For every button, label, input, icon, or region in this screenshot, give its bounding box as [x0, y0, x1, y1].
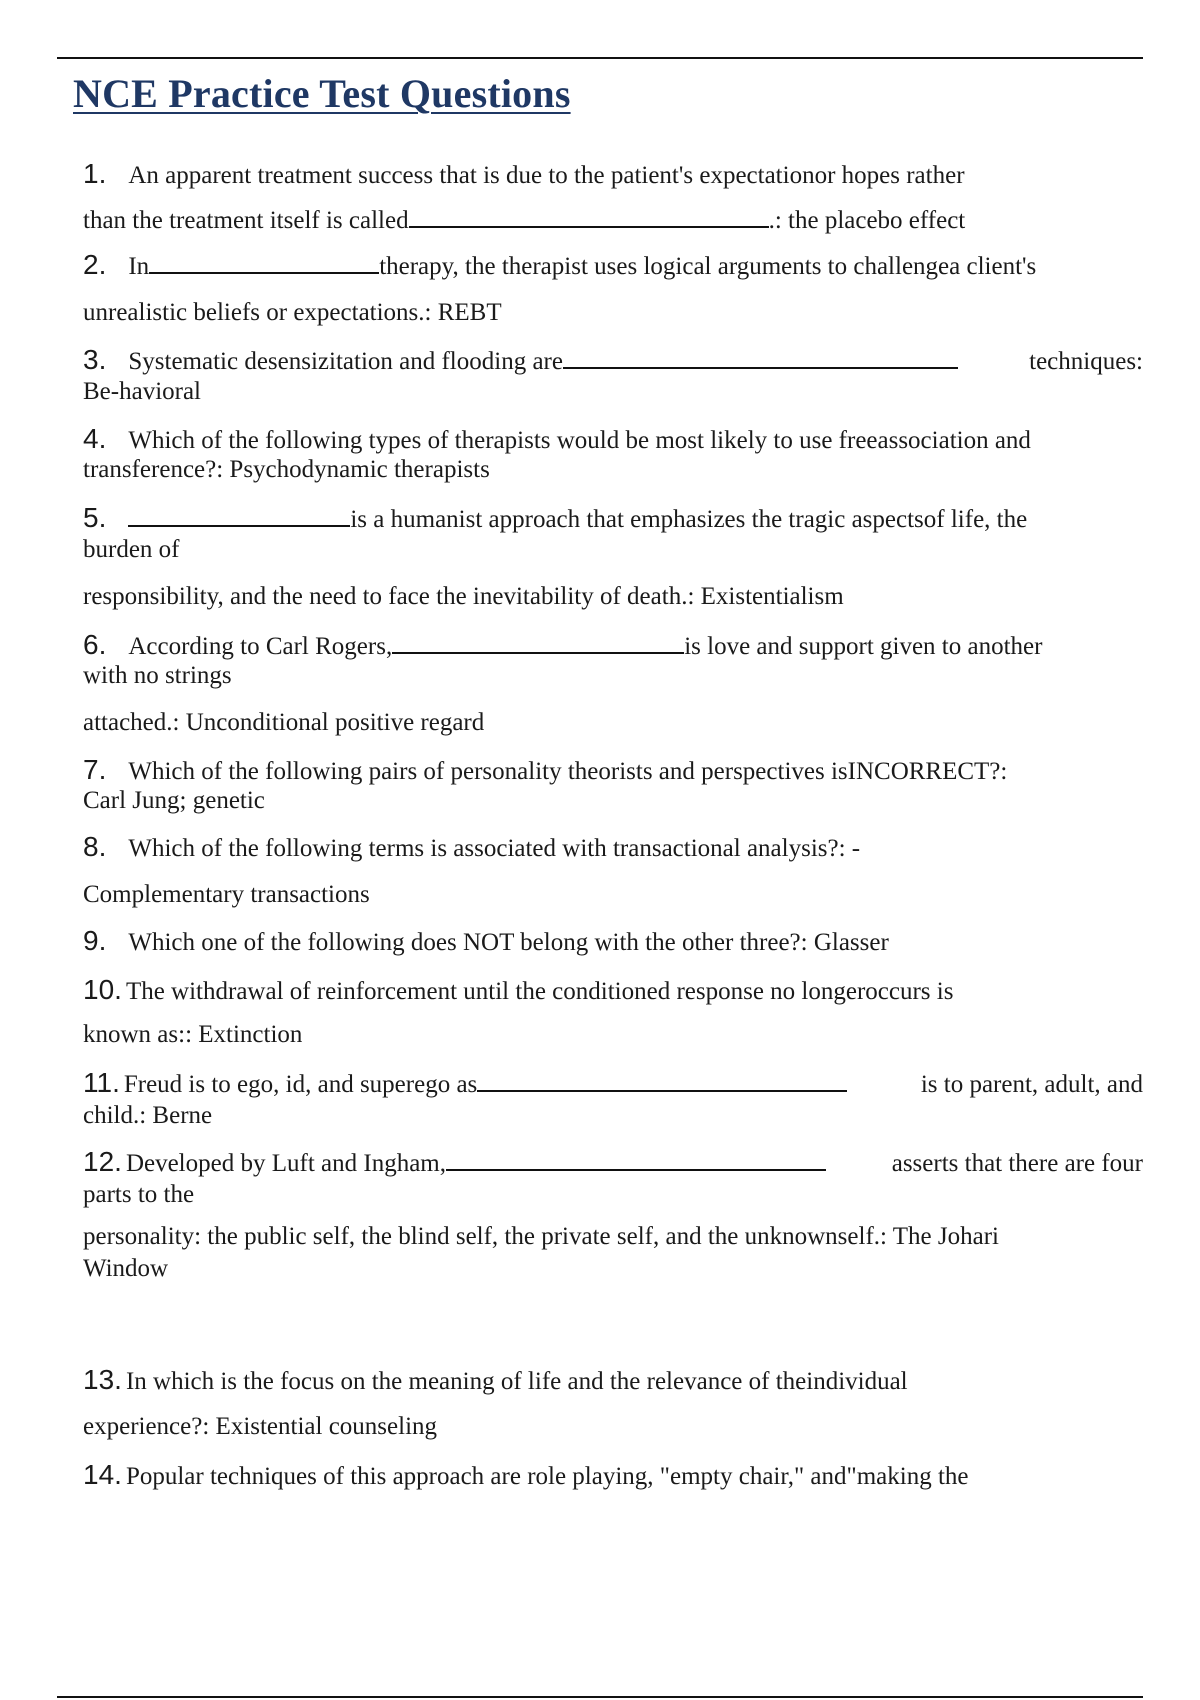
- question-13: [83, 1365, 1143, 1397]
- question-text: Which of the following terms is associated with transactional analysis?: -: [128, 835, 861, 862]
- question-12-line-2: [83, 1180, 1143, 1210]
- question-text: is to parent, adult, and: [920, 1071, 1143, 1098]
- question-13-line-2: [83, 1412, 1143, 1442]
- question-answer: attached.: Unconditional positive regard: [83, 709, 485, 736]
- answer-blank: [409, 204, 769, 228]
- question-text: asserts that there are four: [891, 1150, 1143, 1177]
- question-6-line-2: [83, 661, 1143, 691]
- top-rule: [57, 57, 1143, 59]
- question-number: 1.: [83, 158, 107, 189]
- question-2: [83, 250, 1143, 282]
- question-text: is love and support given to another: [684, 633, 1043, 660]
- question-text: therapy, the therapist uses logical arguments to challengea client's: [379, 253, 1037, 280]
- question-text: Freud is to ego, id, and superego as: [123, 1071, 478, 1098]
- bottom-rule: [57, 1696, 1143, 1698]
- question-4: [83, 424, 1143, 456]
- question-text: burden of: [83, 536, 180, 563]
- question-1: [83, 159, 1143, 191]
- question-number: 4.: [83, 423, 107, 454]
- question-text: In which is the focus on the meaning of life and the relevance of theindividual: [125, 1368, 908, 1395]
- question-text: with no strings: [83, 662, 232, 689]
- question-9: [83, 926, 1143, 958]
- question-number: 2.: [83, 249, 107, 280]
- question-12-line-3: [83, 1222, 1143, 1252]
- question-7: [83, 755, 1143, 787]
- question-8-line-2: [83, 880, 1143, 910]
- question-3: [83, 345, 1143, 377]
- question-number: 13.: [83, 1364, 122, 1395]
- question-5: [83, 503, 1143, 535]
- question-answer: Carl Jung; genetic: [83, 787, 265, 814]
- question-5-line-2: [83, 535, 1143, 565]
- question-number: 8.: [83, 831, 107, 862]
- question-number: 7.: [83, 754, 107, 785]
- question-text: Systematic desensizitation and flooding are: [128, 348, 563, 375]
- question-answer: Be-havioral: [83, 378, 202, 405]
- question-11-line-2: [83, 1101, 1143, 1131]
- question-text: techniques:: [1029, 348, 1143, 375]
- question-text: Popular techniques of this approach are role playing, "empty chair," and"making the: [125, 1463, 969, 1490]
- answer-blank: [477, 1068, 847, 1092]
- question-number: 12.: [83, 1146, 122, 1177]
- question-answer: unrealistic beliefs or expectations.: REBT: [83, 299, 502, 326]
- question-number: 10.: [83, 974, 122, 1005]
- question-text: In: [128, 253, 150, 280]
- answer-blank: [563, 345, 958, 369]
- question-answer: transference?: Psychodynamic therapists: [83, 456, 490, 483]
- question-number: 6.: [83, 629, 107, 660]
- question-12: [83, 1147, 1143, 1179]
- question-answer: experience?: Existential counseling: [83, 1413, 438, 1440]
- question-text: Which of the following types of therapists would be most likely to use freeassociation and: [128, 427, 1031, 454]
- question-14: [83, 1460, 1143, 1492]
- answer-blank: [149, 250, 379, 274]
- question-text: According to Carl Rogers,: [128, 633, 393, 660]
- question-text: Developed by Luft and Ingham,: [125, 1150, 446, 1177]
- question-6: [83, 630, 1143, 662]
- question-1-line-2: [83, 204, 1143, 236]
- question-11: [83, 1068, 1143, 1100]
- question-answer: Window: [83, 1255, 169, 1282]
- question-answer: responsibility, and the need to face the inevitability of death.: Existentialism: [83, 583, 844, 610]
- question-3-line-2: [83, 377, 1143, 407]
- question-text: An apparent treatment success that is due to the patient's expectationor hopes rather: [128, 162, 965, 189]
- question-10: [83, 975, 1143, 1007]
- question-10-line-2: [83, 1020, 1143, 1050]
- question-text: than the treatment itself is called: [83, 207, 409, 234]
- question-text: Which of the following pairs of personality theorists and perspectives isINCORRECT?:: [128, 758, 1008, 785]
- question-7-line-2: [83, 786, 1143, 816]
- question-number: 5.: [83, 502, 107, 533]
- question-number: 14.: [83, 1459, 122, 1490]
- question-text: is a humanist approach that emphasizes the tragic aspectsof life, the: [350, 506, 1028, 533]
- question-12-line-4: [83, 1254, 1143, 1284]
- question-text: personality: the public self, the blind self, the private self, and the unknownself.: The Johari: [83, 1223, 999, 1250]
- question-answer: child.: Berne: [83, 1102, 213, 1129]
- answer-blank: [446, 1147, 826, 1171]
- question-number: 11.: [83, 1067, 120, 1098]
- question-text: Which one of the following does NOT belong with the other three?: Glasser: [128, 929, 889, 956]
- question-answer: known as:: Extinction: [83, 1021, 303, 1048]
- answer-blank: [392, 630, 684, 654]
- question-text: The withdrawal of reinforcement until the conditioned response no longeroccurs is: [125, 978, 954, 1005]
- question-answer: .: the placebo effect: [768, 207, 966, 234]
- question-5-line-3: [83, 582, 1143, 612]
- page-title: NCE Practice Test Questions: [73, 71, 571, 116]
- question-4-line-2: [83, 455, 1143, 485]
- question-number: 3.: [83, 344, 107, 375]
- answer-blank: [128, 503, 350, 527]
- question-2-line-2: [83, 298, 1143, 328]
- question-answer: Complementary transactions: [83, 881, 370, 908]
- question-number: 9.: [83, 925, 107, 956]
- question-text: parts to the: [83, 1181, 195, 1208]
- question-8: [83, 832, 1143, 864]
- question-6-line-3: [83, 708, 1143, 738]
